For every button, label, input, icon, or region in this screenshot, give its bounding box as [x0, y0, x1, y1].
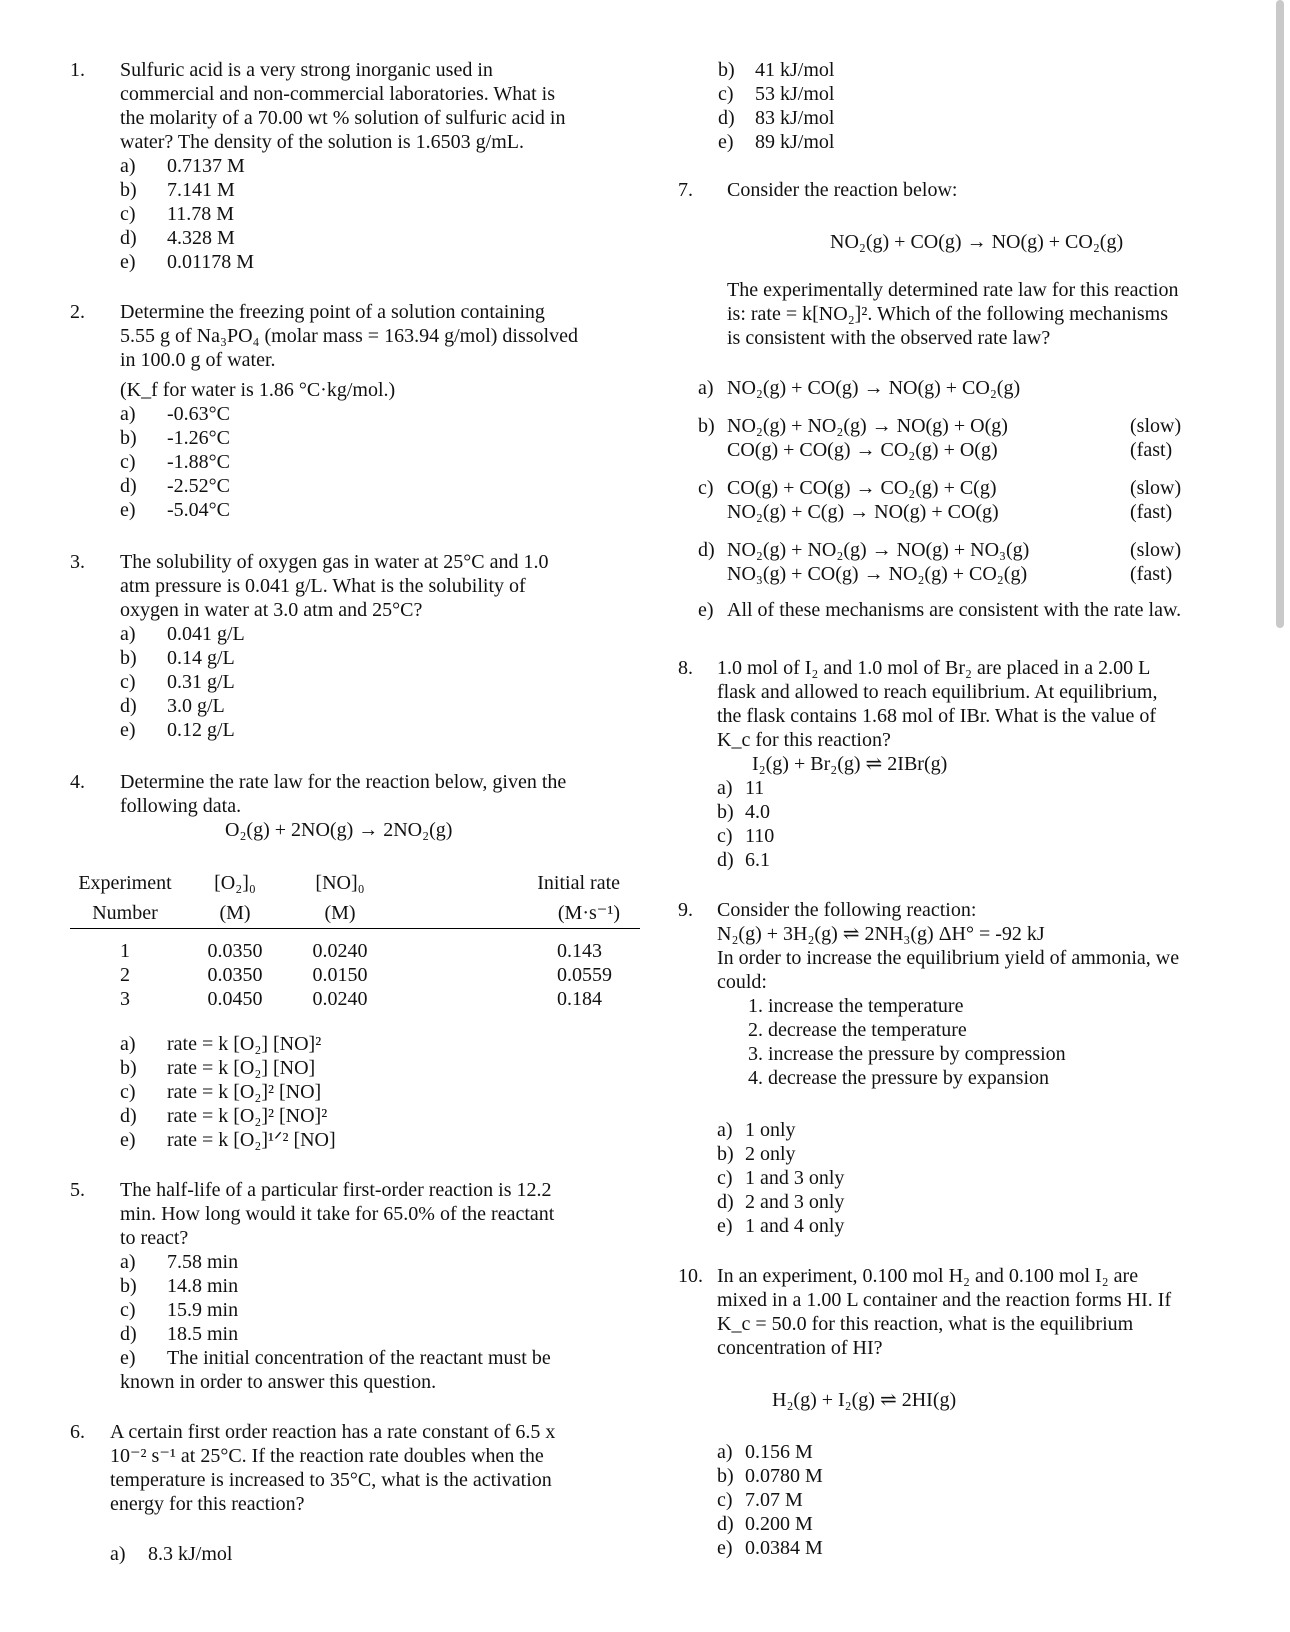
table-header: [NO]₀ [315, 872, 365, 894]
q9-number: 9. [678, 899, 693, 921]
q9-opt-label: d) [717, 1191, 734, 1213]
q2-text: (K_f for water is 1.86 °C·kg/mol.) [120, 379, 396, 401]
q1-text: Sulfuric acid is a very strong inorganic used in [120, 59, 493, 81]
table-cell: 2 [120, 964, 130, 986]
q7-mech-d-step: NO₃(g) + CO(g) → NO₂(g) + CO₂(g) [727, 563, 1028, 585]
q2-opt-label: b) [120, 427, 137, 449]
q4-text: following data. [120, 795, 242, 817]
q9-opt-b: 2 only [745, 1143, 796, 1165]
q7-intro: Consider the reaction below: [727, 179, 958, 201]
q3-text: The solubility of oxygen gas in water at 25°C and 1.0 [120, 551, 549, 573]
q1-opt-label: c) [120, 203, 136, 225]
q4-opt-label: e) [120, 1129, 136, 1151]
q9-opt-d: 2 and 3 only [745, 1191, 845, 1213]
q8-opt-label: b) [717, 801, 734, 823]
table-row [70, 929, 640, 964]
q5-opt-e: The initial concentration of the reactant must be [167, 1347, 551, 1369]
q7-mech-b-step: NO₂(g) + NO₂(g) → NO(g) + O(g) [727, 415, 1008, 437]
q2-text: Determine the freezing point of a solution containing [120, 301, 545, 323]
q2-opt-a: -0.63°C [167, 403, 230, 425]
table-cell: 1 [120, 940, 130, 962]
scrollbar[interactable] [1276, 0, 1284, 628]
q3-opt-label: e) [120, 719, 136, 741]
q4-opt-e: rate = k [O₂]¹ᐟ² [NO] [167, 1129, 336, 1151]
q9-opt-c: 1 and 3 only [745, 1167, 845, 1189]
q5-opt-label: d) [120, 1323, 137, 1345]
q5-text: to react? [120, 1227, 189, 1249]
q5-opt-label: c) [120, 1299, 136, 1321]
q5-text: min. How long would it take for 65.0% of the reactant [120, 1203, 555, 1225]
q6-opt-label: e) [718, 131, 734, 153]
table-row [70, 987, 640, 1011]
q7-mech-b-step: CO(g) + CO(g) → CO₂(g) + O(g) [727, 439, 998, 461]
q8-opt-a: 11 [745, 777, 765, 799]
q6-opt-c: 53 kJ/mol [755, 83, 835, 105]
q2-text: 5.55 g of Na₃PO₄ (molar mass = 163.94 g/mol) dissolved [120, 325, 578, 347]
q1-opt-a: 0.7137 M [167, 155, 245, 177]
q3-opt-c: 0.31 g/L [167, 671, 235, 693]
q1-text: water? The density of the solution is 1.6503 g/mL. [120, 131, 525, 153]
table-header: Experiment [78, 872, 172, 894]
q2-opt-d: -2.52°C [167, 475, 230, 497]
q10-opt-label: d) [717, 1513, 734, 1535]
table-cell: 0.0350 [207, 940, 263, 962]
q7-mech-speed: (slow) [1130, 477, 1182, 499]
q9-choice: 4. decrease the pressure by expansion [748, 1067, 1049, 1089]
q3-opt-b: 0.14 g/L [167, 647, 235, 669]
q4-opt-label: d) [120, 1105, 137, 1127]
table-cell: 3 [120, 988, 130, 1010]
table-header: (M) [180, 898, 290, 929]
q1-opt-label: d) [120, 227, 137, 249]
q3-opt-a: 0.041 g/L [167, 623, 245, 645]
q6-opt-label: b) [718, 59, 735, 81]
q6-text: temperature is increased to 35°C, what is the activation [110, 1469, 552, 1491]
q7-mech-c-step: NO₂(g) + C(g) → NO(g) + CO(g) [727, 501, 999, 523]
q7-mech-speed: (fast) [1130, 563, 1173, 585]
q1-opt-label: e) [120, 251, 136, 273]
q8-opt-label: a) [717, 777, 733, 799]
q4-text: Determine the rate law for the reaction below, given the [120, 771, 567, 793]
q4-opt-label: c) [120, 1081, 136, 1103]
q1-opt-label: b) [120, 179, 137, 201]
q7-mech-label: c) [698, 477, 714, 499]
q2-opt-label: c) [120, 451, 136, 473]
q1-opt-label: a) [120, 155, 136, 177]
q3-opt-label: c) [120, 671, 136, 693]
table-header: (M·s⁻¹) [390, 898, 640, 929]
table-header: Initial rate [537, 872, 620, 894]
q6-opt-e: 89 kJ/mol [755, 131, 835, 153]
q10-number: 10. [678, 1265, 703, 1287]
q7-text: is: rate = k[NO₂]². Which of the following mechanisms [727, 303, 1169, 325]
q10-opt-a: 0.156 M [745, 1441, 813, 1463]
q4-opt-b: rate = k [O₂] [NO] [167, 1057, 316, 1079]
q6-opt-b: 41 kJ/mol [755, 59, 835, 81]
q9-opt-label: b) [717, 1143, 734, 1165]
q9-text: Consider the following reaction: [717, 899, 977, 921]
q8-opt-d: 6.1 [745, 849, 770, 871]
q6-opt-label: c) [718, 83, 734, 105]
q7-mech-d-step: NO₂(g) + NO₂(g) → NO(g) + NO₃(g) [727, 539, 1030, 561]
q2-opt-c: -1.88°C [167, 451, 230, 473]
table-cell: 0.0350 [207, 964, 263, 986]
q9-choice: 2. decrease the temperature [748, 1019, 967, 1041]
q9-opt-e: 1 and 4 only [745, 1215, 845, 1237]
table-header: (M) [290, 898, 390, 929]
q5-opt-a: 7.58 min [167, 1251, 239, 1273]
q5-opt-c: 15.9 min [167, 1299, 239, 1321]
q9-opt-label: a) [717, 1119, 733, 1141]
q4-number: 4. [70, 771, 85, 793]
q6-text: 10⁻² s⁻¹ at 25°C. If the reaction rate doubles when the [110, 1445, 544, 1467]
q9-choice: 3. increase the pressure by compression [748, 1043, 1066, 1065]
table-cell: 0.0150 [312, 964, 368, 986]
q4-opt-c: rate = k [O₂]² [NO] [167, 1081, 322, 1103]
q3-text: oxygen in water at 3.0 atm and 25°C? [120, 599, 423, 621]
q3-opt-label: d) [120, 695, 137, 717]
q2-opt-label: a) [120, 403, 136, 425]
q10-opt-b: 0.0780 M [745, 1465, 823, 1487]
q3-text: atm pressure is 0.041 g/L. What is the solubility of [120, 575, 526, 597]
q9-text: N₂(g) + 3H₂(g) ⇌ 2NH₃(g) ΔH° = -92 kJ [717, 923, 1045, 945]
q5-opt-label: b) [120, 1275, 137, 1297]
q6-number: 6. [70, 1421, 85, 1443]
q10-text: In an experiment, 0.100 mol H₂ and 0.100 mol I₂ are [717, 1265, 1139, 1287]
q8-text: 1.0 mol of I₂ and 1.0 mol of Br₂ are placed in a 2.00 L [717, 657, 1151, 679]
q7-mech-label: b) [698, 415, 715, 437]
q9-opt-label: c) [717, 1167, 733, 1189]
q6-opt-d: 83 kJ/mol [755, 107, 835, 129]
q4-opt-d: rate = k [O₂]² [NO]² [167, 1105, 328, 1127]
q10-opt-label: b) [717, 1465, 734, 1487]
q3-opt-d: 3.0 g/L [167, 695, 225, 717]
q10-opt-label: a) [717, 1441, 733, 1463]
q8-opt-c: 110 [745, 825, 775, 847]
q10-text: K_c = 50.0 for this reaction, what is the equilibrium [717, 1313, 1134, 1335]
q7-text: The experimentally determined rate law for this reaction [727, 279, 1179, 301]
q5-opt-d: 18.5 min [167, 1323, 239, 1345]
q6-opt-label: a) [110, 1543, 126, 1565]
q6-opt-label: d) [718, 107, 735, 129]
q1-number: 1. [70, 59, 85, 81]
q7-text: is consistent with the observed rate law? [727, 327, 1051, 349]
q8-opt-label: c) [717, 825, 733, 847]
q7-mech-a: NO₂(g) + CO(g) → NO(g) + CO₂(g) [727, 377, 1021, 399]
table-header: [O₂]₀ [214, 872, 256, 894]
q1-text: commercial and non-commercial laboratories. What is [120, 83, 556, 105]
q3-number: 3. [70, 551, 85, 573]
q8-opt-b: 4.0 [745, 801, 770, 823]
table-cell: 0.0559 [557, 964, 612, 986]
q6-text: A certain first order reaction has a rate constant of 6.5 x [110, 1421, 556, 1443]
q8-number: 8. [678, 657, 693, 679]
q8-reaction: I₂(g) + Br₂(g) ⇌ 2IBr(g) [752, 753, 948, 775]
q1-opt-b: 7.141 M [167, 179, 235, 201]
q3-opt-label: b) [120, 647, 137, 669]
q5-number: 5. [70, 1179, 85, 1201]
table-header: Number [70, 898, 180, 929]
table-row [70, 963, 640, 987]
q1-opt-e: 0.01178 M [167, 251, 255, 273]
q5-opt-e-cont: known in order to answer this question. [120, 1371, 437, 1393]
q10-opt-d: 0.200 M [745, 1513, 813, 1535]
q10-text: concentration of HI? [717, 1337, 883, 1359]
q10-opt-label: c) [717, 1489, 733, 1511]
q8-text: K_c for this reaction? [717, 729, 891, 751]
q4-opt-label: a) [120, 1033, 136, 1055]
q1-opt-c: 11.78 M [167, 203, 235, 225]
q4-opt-a: rate = k [O₂] [NO]² [167, 1033, 322, 1055]
q7-mech-c-step: CO(g) + CO(g) → CO₂(g) + C(g) [727, 477, 997, 499]
q9-opt-a: 1 only [745, 1119, 796, 1141]
q7-mech-speed: (slow) [1130, 415, 1182, 437]
q7-mech-label: d) [698, 539, 715, 561]
q4-opt-label: b) [120, 1057, 137, 1079]
q9-text: could: [717, 971, 767, 993]
q2-number: 2. [70, 301, 85, 323]
table-cell: 0.0240 [312, 940, 368, 962]
q10-text: mixed in a 1.00 L container and the reaction forms HI. If [717, 1289, 1172, 1311]
q10-opt-label: e) [717, 1537, 733, 1559]
q8-text: the flask contains 1.68 mol of IBr. What is the value of [717, 705, 1156, 727]
q7-mech-label: e) [698, 599, 714, 621]
q3-opt-e: 0.12 g/L [167, 719, 235, 741]
q10-opt-c: 7.07 M [745, 1489, 803, 1511]
q2-opt-label: d) [120, 475, 137, 497]
q2-opt-label: e) [120, 499, 136, 521]
q9-opt-label: e) [717, 1215, 733, 1237]
q1-text: the molarity of a 70.00 wt % solution of sulfuric acid in [120, 107, 566, 129]
q7-reaction: NO₂(g) + CO(g) → NO(g) + CO₂(g) [830, 231, 1124, 253]
q2-opt-e: -5.04°C [167, 499, 230, 521]
table-cell: 0.0240 [312, 988, 368, 1010]
q8-text: flask and allowed to reach equilibrium. At equilibrium, [717, 681, 1158, 703]
q8-opt-label: d) [717, 849, 734, 871]
table-cell: 0.143 [557, 940, 602, 962]
q3-opt-label: a) [120, 623, 136, 645]
q6-text: energy for this reaction? [110, 1493, 305, 1515]
q7-mech-label: a) [698, 377, 714, 399]
q7-mech-speed: (fast) [1130, 439, 1173, 461]
q9-choice: 1. increase the temperature [748, 995, 964, 1017]
q5-opt-b: 14.8 min [167, 1275, 239, 1297]
rate-data-table [70, 868, 640, 1011]
q5-text: The half-life of a particular first-order reaction is 12.2 [120, 1179, 552, 1201]
q7-mech-e: All of these mechanisms are consistent with the rate law. [727, 599, 1182, 621]
q10-reaction: H₂(g) + I₂(g) ⇌ 2HI(g) [772, 1389, 957, 1411]
q5-opt-label: a) [120, 1251, 136, 1273]
q7-mech-speed: (fast) [1130, 501, 1173, 523]
q10-opt-e: 0.0384 M [745, 1537, 823, 1559]
q5-opt-label: e) [120, 1347, 136, 1369]
q9-text: In order to increase the equilibrium yield of ammonia, we [717, 947, 1180, 969]
q2-text: in 100.0 g of water. [120, 349, 276, 371]
table-cell: 0.184 [557, 988, 602, 1010]
table-cell: 0.0450 [207, 988, 263, 1010]
q7-number: 7. [678, 179, 693, 201]
q2-opt-b: -1.26°C [167, 427, 230, 449]
q1-opt-d: 4.328 M [167, 227, 235, 249]
q4-reaction: O₂(g) + 2NO(g) → 2NO₂(g) [225, 819, 453, 841]
q7-mech-speed: (slow) [1130, 539, 1182, 561]
q6-opt-a: 8.3 kJ/mol [148, 1543, 233, 1565]
